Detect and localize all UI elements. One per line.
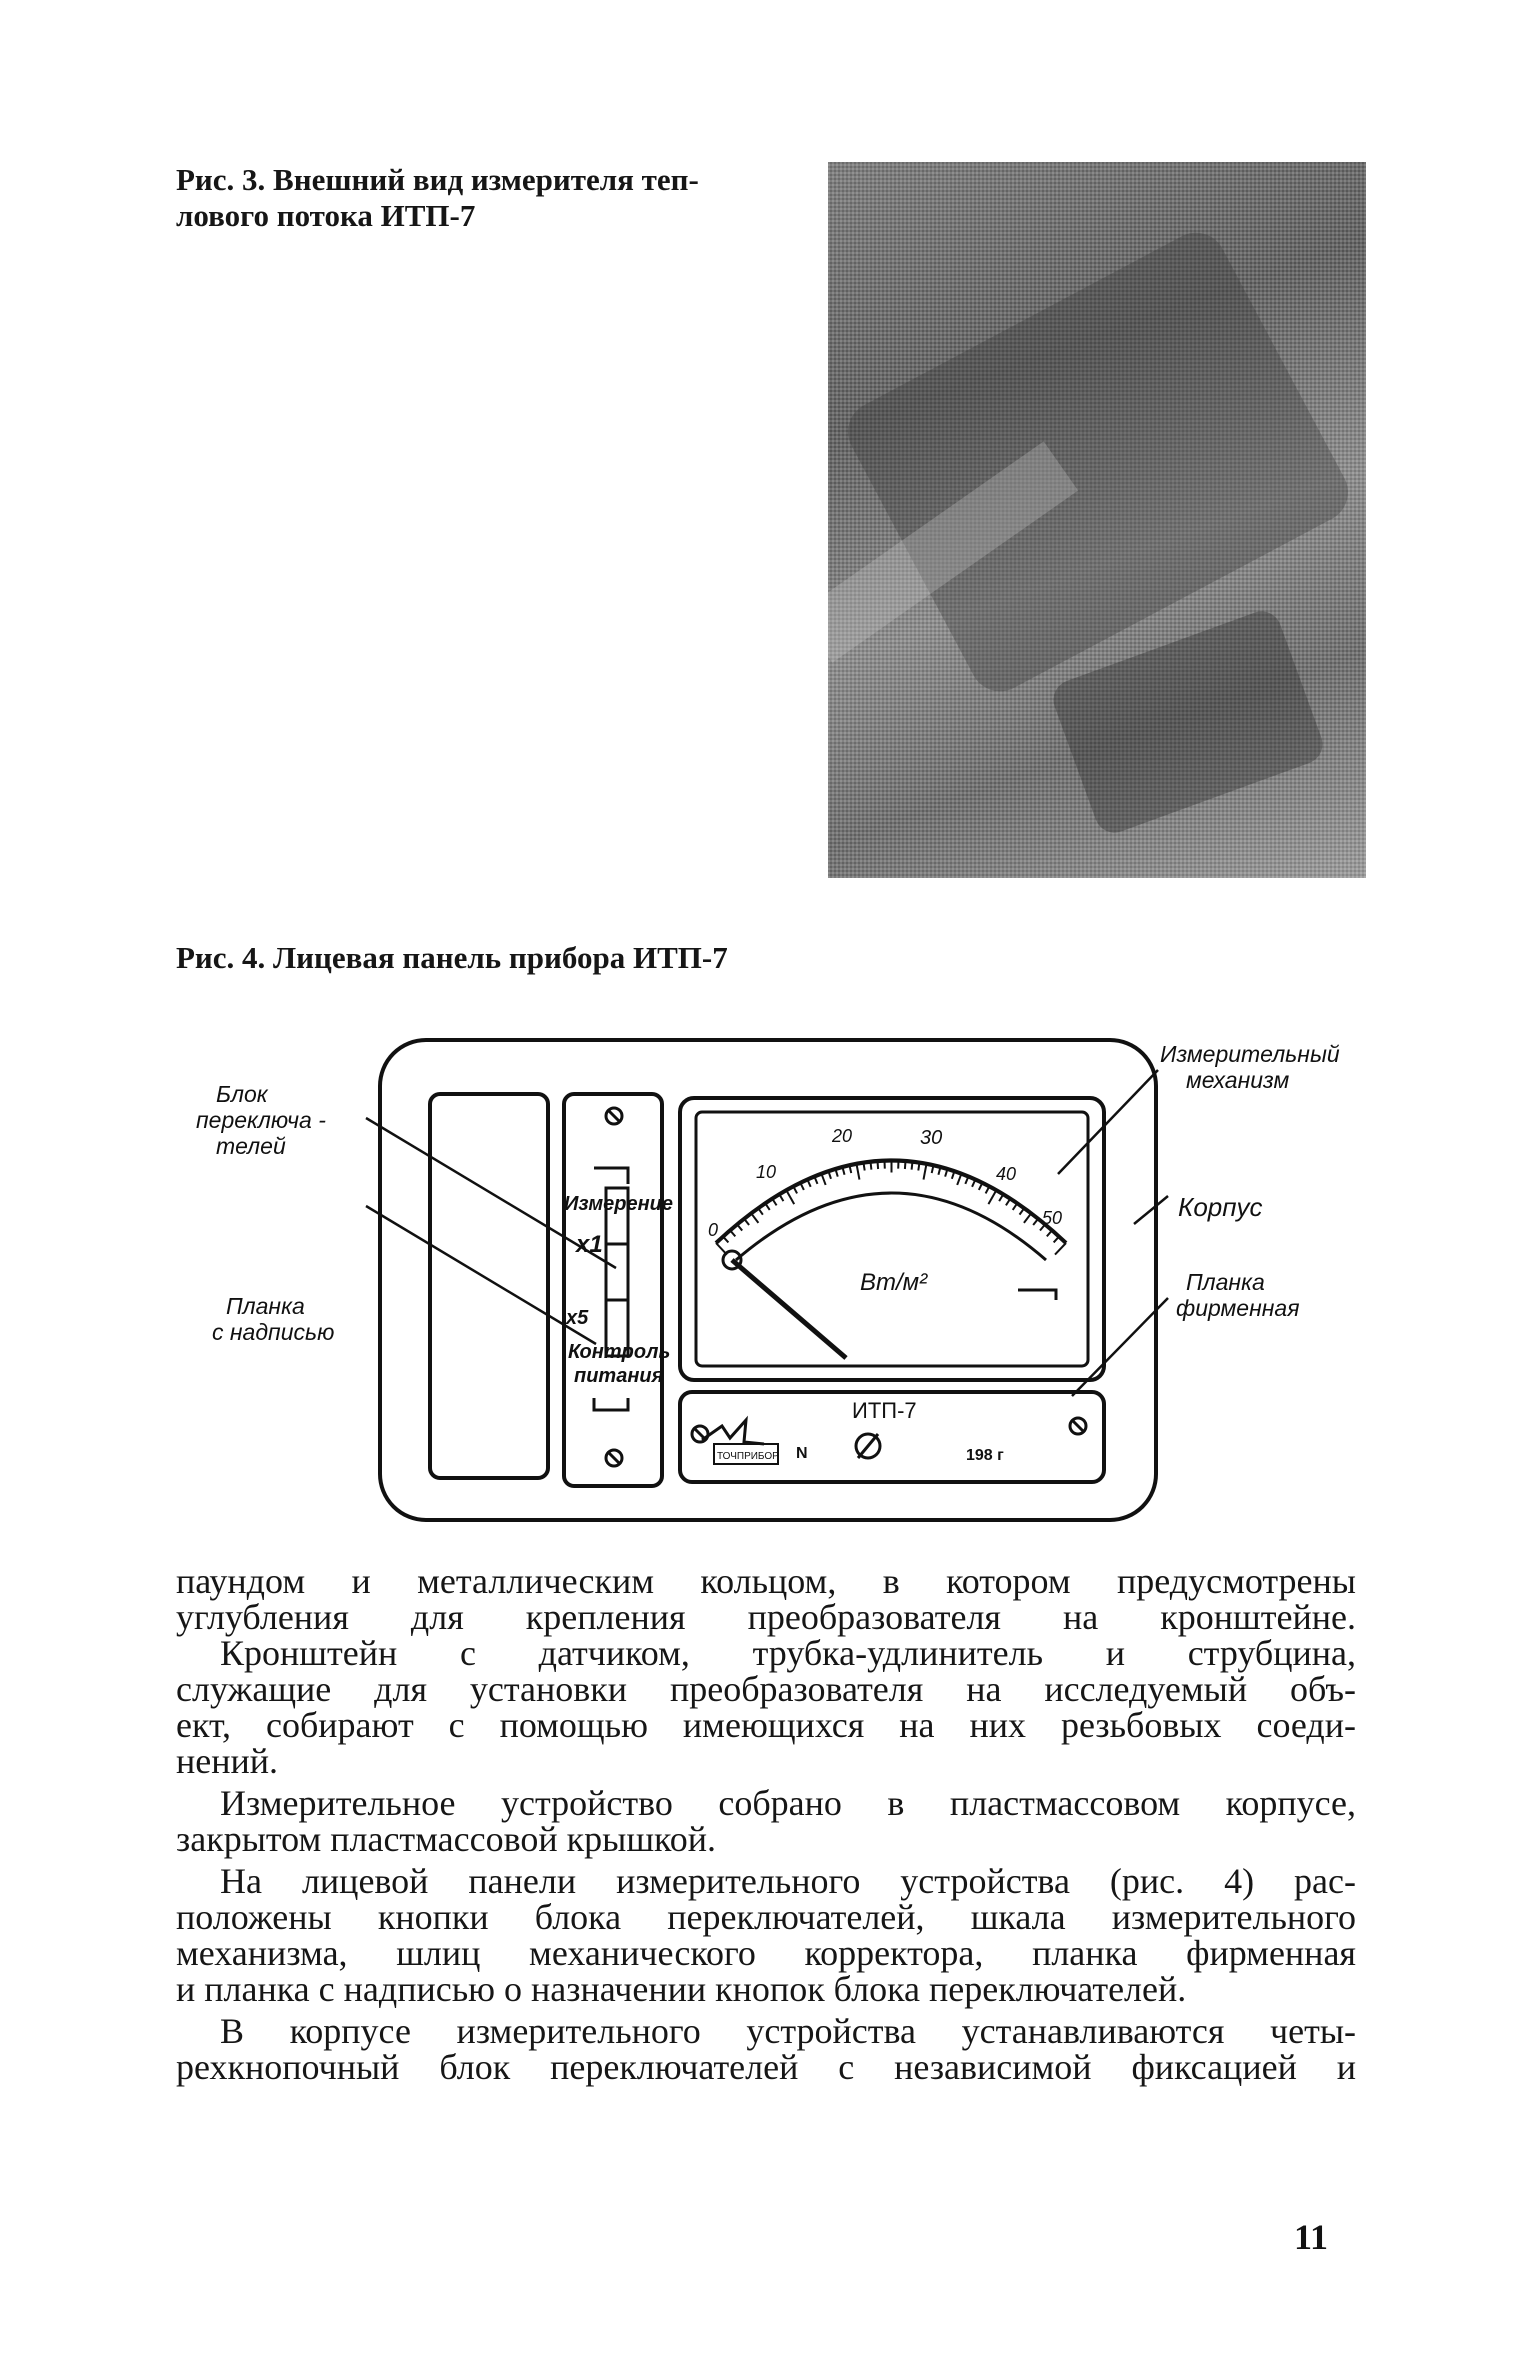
page-number: 11 (1294, 2217, 1329, 2257)
switch-label-x1: х1 (576, 1231, 603, 1258)
p2-line2: служащие для установки преобразователя на исследуемый объ- (176, 1669, 1356, 1709)
scale-tick (877, 1161, 878, 1169)
label-brand-line1: Планка (1186, 1269, 1265, 1295)
switch-label-measure: Измерение (564, 1193, 674, 1215)
scale-tick (1020, 1208, 1025, 1214)
p2-line3: ект, собирают с помощью имеющихся на них резьбовых соеди- (176, 1705, 1356, 1745)
switch-bracket-top (594, 1168, 628, 1184)
maker-name: ТОЧПРИБОР (717, 1451, 779, 1462)
scale-tick (957, 1174, 961, 1185)
label-mechanism-line1: Измерительный (1160, 1041, 1340, 1067)
scale-tick (1047, 1230, 1052, 1236)
scale-tick (758, 1208, 763, 1215)
scale-label-10: 10 (756, 1162, 777, 1182)
scale-arc-inner (736, 1193, 1046, 1260)
p1-line2: углубления для крепления преобразователя на кронштейне. (176, 1597, 1356, 1637)
scale-tick (905, 1161, 906, 1169)
scale-tick (730, 1230, 735, 1236)
fig4-caption: Рис. 4. Лицевая панель прибора ИТП-7 (176, 940, 728, 975)
meter-needle (732, 1260, 846, 1358)
leader-plank (366, 1206, 596, 1344)
nameplate-year: 198 г (966, 1447, 1004, 1464)
meter-window-outline (680, 1098, 1104, 1380)
scale-tick (821, 1174, 825, 1185)
nameplate-model: ИТП-7 (852, 1398, 917, 1423)
scale-label-40: 40 (996, 1164, 1017, 1184)
scale-label-30: 30 (920, 1127, 943, 1149)
meter-inner-outline (696, 1112, 1088, 1366)
scale-tick (786, 1190, 794, 1204)
label-brand-line2: фирменная (1176, 1295, 1300, 1321)
left-plank-outline (430, 1094, 548, 1478)
scale-unit: Вт/м² (860, 1269, 928, 1296)
scale-tick (1055, 1243, 1066, 1255)
switch-block-outline (564, 1094, 662, 1486)
scale-tick (737, 1224, 742, 1230)
p2-line1: Кронштейн с датчиком, трубка-удлинитель и струбцина, (220, 1633, 1356, 1673)
label-block-line1: Блок (216, 1081, 268, 1107)
leader-body (1134, 1196, 1168, 1224)
scale-tick (870, 1162, 871, 1170)
scale-tick (988, 1190, 996, 1204)
p5-line1: В корпусе измерительного устройства устанавливаются четы- (220, 2011, 1356, 2051)
leader-mechanism (1058, 1070, 1158, 1174)
scale-label-0: 0 (708, 1220, 719, 1240)
p4-line4: и планка с надписью о назначении кнопок блока переключателей. (176, 1969, 1187, 2009)
scale-tick (751, 1213, 758, 1223)
p3-line1: Измерительное устройство собрано в пластмассовом корпусе, (220, 1783, 1356, 1823)
scale-label-50: 50 (1042, 1208, 1063, 1228)
leader-brand (1072, 1298, 1168, 1396)
p4-line2: положены кнопки блока переключателей, шкала измерительного (176, 1897, 1356, 1937)
body-text (176, 1563, 1356, 2085)
scale-tick (1033, 1219, 1038, 1225)
switch-label-x5: х5 (566, 1307, 589, 1329)
p2-line4: нений. (176, 1741, 279, 1781)
meter-corrector-mark (1018, 1290, 1056, 1300)
scale-tick (918, 1163, 919, 1171)
switch-label-ctrl2: питания (574, 1365, 664, 1387)
scale-tick (863, 1163, 864, 1171)
scale-tick (765, 1203, 769, 1210)
label-body: Корпус (1178, 1192, 1263, 1222)
label-block-line2: переключа - (196, 1107, 326, 1133)
scale-tick (924, 1164, 927, 1180)
fig3-photo (828, 162, 1366, 878)
fig3-caption-line1: Рис. 3. Внешний вид измерителя теп- (176, 162, 699, 197)
scale-tick (856, 1164, 859, 1180)
fig3-caption-line2: лового потока ИТП-7 (176, 198, 476, 233)
scale-tick (1013, 1203, 1018, 1210)
label-block-line3: телей (216, 1133, 286, 1159)
fig3-caption (176, 162, 776, 234)
fig4-panel-diagram (196, 1028, 1376, 1548)
label-mechanism-line2: механизм (1186, 1067, 1290, 1093)
nameplate-serial: N (796, 1445, 808, 1462)
p1-line1: паундом и металлическим кольцом, в котором предусмотрены (176, 1561, 1356, 1601)
p4-line3: механизма, шлиц механического корректора, планка фирменная (176, 1933, 1356, 1973)
p5-line2: рехкнопочный блок переключателей с независимой фиксацией и (176, 2047, 1356, 2087)
scale-tick (1024, 1213, 1031, 1223)
p4-line1: На лицевой панели измерительного устройства (рис. 4) рас- (220, 1861, 1356, 1901)
scale-tick (1054, 1237, 1059, 1243)
p3-line2: закрытом пластмассовой крышкой. (176, 1819, 716, 1859)
scale-tick (723, 1237, 728, 1243)
label-plank-line2: с надписью (212, 1319, 335, 1345)
switch-button-2 (606, 1244, 628, 1300)
scale-tick (912, 1162, 913, 1170)
label-plank-line1: Планка (226, 1293, 305, 1319)
scale-tick (744, 1219, 749, 1225)
maker-logo-icon (702, 1420, 764, 1444)
scale-label-20: 20 (832, 1126, 853, 1146)
switch-bracket-bottom (594, 1398, 628, 1410)
switch-label-ctrl1: Контроль (568, 1341, 671, 1363)
